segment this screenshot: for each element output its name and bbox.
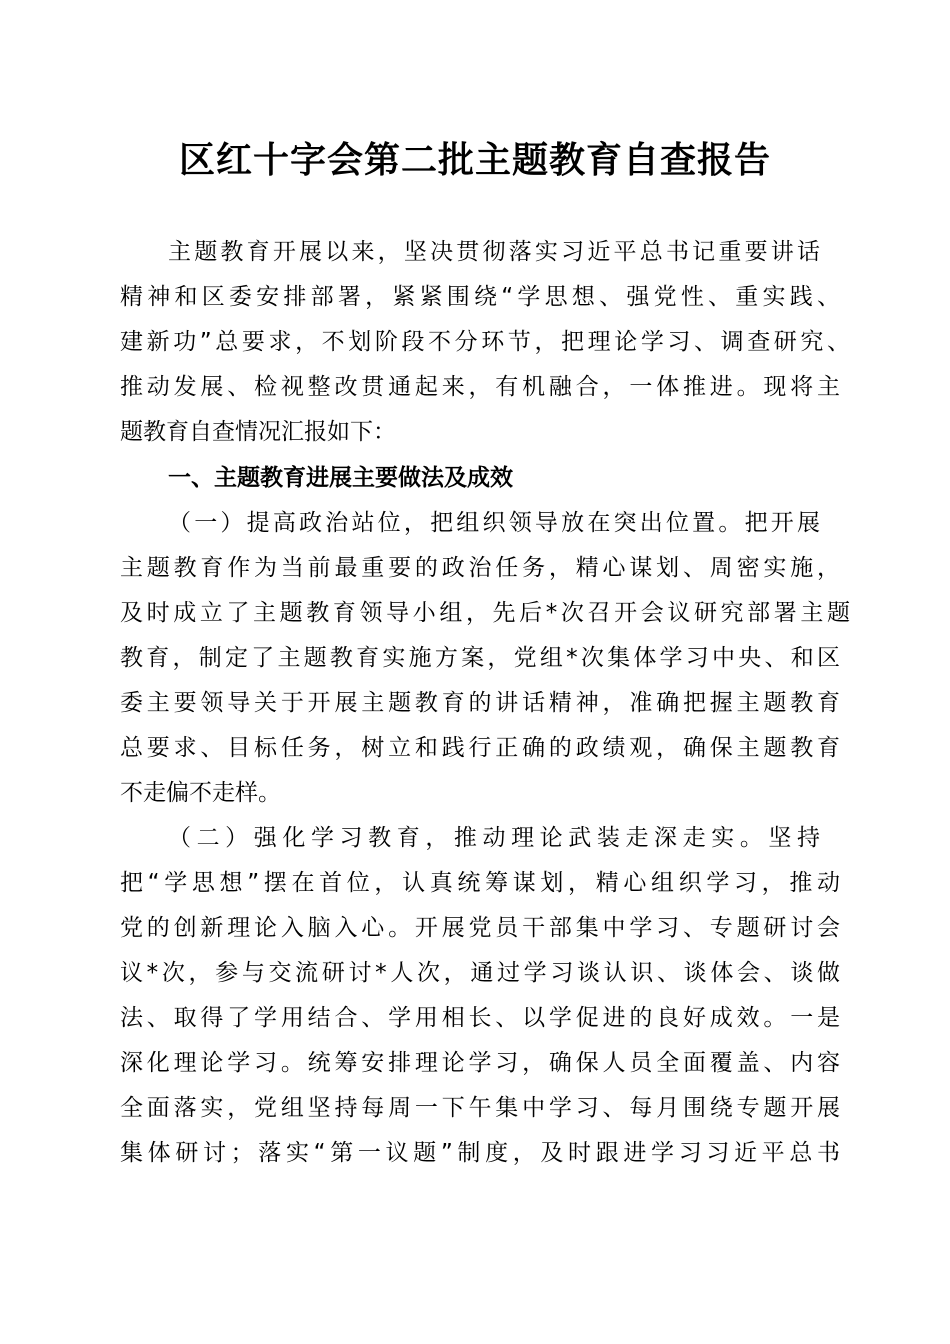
document-title: 区红十字会第二批主题教育自查报告 xyxy=(178,139,771,181)
paragraph-line: 精神和区委安排部署，紧紧围绕“学思想、强党性、重实践、 xyxy=(120,284,840,310)
paragraph-line: 主题教育开展以来，坚决贯彻落实习近平总书记重要讲话 xyxy=(168,239,820,265)
paragraph-line: 教育，制定了主题教育实施方案，党组*次集体学习中央、和区 xyxy=(120,645,840,671)
section-heading: 一、主题教育进展主要做法及成效 xyxy=(168,465,513,491)
paragraph-line: 把“学思想”摆在首位，认真统筹谋划，精心组织学习，推动 xyxy=(120,870,840,896)
paragraph-line: 委主要领导关于开展主题教育的讲话精神，准确把握主题教育 xyxy=(120,690,840,716)
paragraph-line: 推动发展、检视整改贯通起来，有机融合，一体推进。现将主 xyxy=(120,374,840,400)
paragraph-line: 及时成立了主题教育领导小组，先后*次召开会议研究部署主题 xyxy=(120,600,850,626)
paragraph-line: 党的创新理论入脑入心。开展党员干部集中学习、专题研讨会 xyxy=(120,915,840,941)
paragraph-line: 主题教育作为当前最重要的政治任务，精心谋划、周密实施， xyxy=(120,555,840,581)
paragraph-line: （一）提高政治站位，把组织领导放在突出位置。把开展 xyxy=(168,510,820,536)
paragraph-line: 总要求、目标任务，树立和践行正确的政绩观，确保主题教育 xyxy=(120,735,840,761)
paragraph-line: 题教育自查情况汇报如下： xyxy=(120,419,396,445)
paragraph-line: 深化理论学习。统筹安排理论学习，确保人员全面覆盖、内容 xyxy=(120,1050,840,1076)
paragraph-line: 不走偏不走样。 xyxy=(120,780,281,806)
paragraph-line: 建新功”总要求，不划阶段不分环节，把理论学习、调查研究、 xyxy=(120,329,850,355)
paragraph-line: 法、取得了学用结合、学用相长、以学促进的良好成效。一是 xyxy=(120,1005,840,1031)
paragraph-line: 集体研讨；落实“第一议题”制度，及时跟进学习习近平总书 xyxy=(120,1140,840,1166)
paragraph-line: （二）强化学习教育，推动理论武装走深走实。坚持 xyxy=(168,825,820,851)
paragraph-line: 议*次，参与交流研讨*人次，通过学习谈认识、谈体会、谈做 xyxy=(120,960,840,986)
paragraph-line: 全面落实，党组坚持每周一下午集中学习、每月围绕专题开展 xyxy=(120,1095,840,1121)
